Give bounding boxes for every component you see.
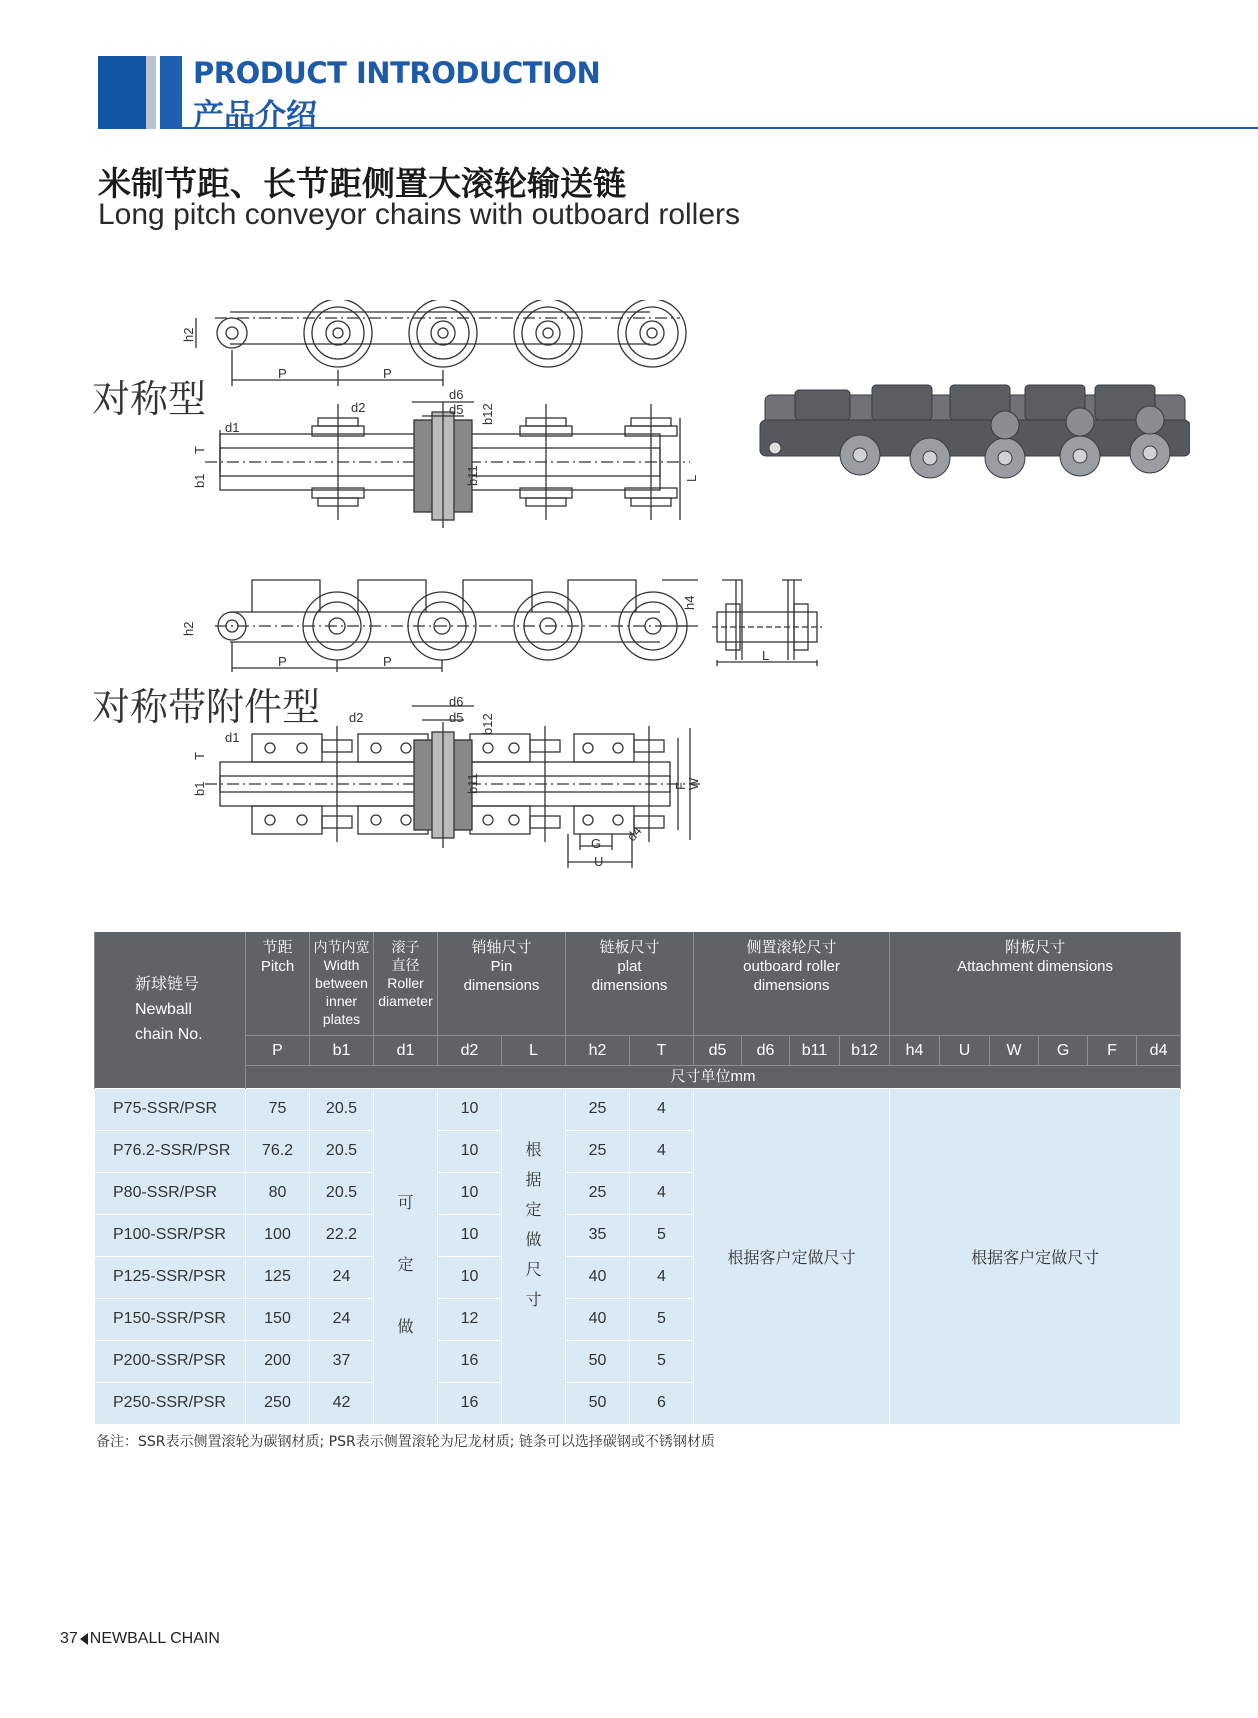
cell-d2: 10 <box>438 1214 502 1256</box>
header-title-cn: 产品介绍 <box>193 98 317 134</box>
cell-t: 4 <box>630 1172 694 1214</box>
type-label-symmetric-attachment: 对称带附件型 <box>92 685 321 729</box>
dim-h2: h2 <box>181 327 196 342</box>
cell-h2: 25 <box>566 1130 630 1172</box>
product-title-en: Long pitch conveyor chains with outboard rollers <box>98 198 741 231</box>
sym-b12: b12 <box>840 1035 890 1065</box>
dim-b11-2: b11 <box>465 773 480 794</box>
cell-p: 250 <box>246 1382 310 1424</box>
header-accent-bar <box>98 56 146 129</box>
cell-h2: 25 <box>566 1088 630 1130</box>
cell-t: 4 <box>630 1130 694 1172</box>
sym-b1: b1 <box>310 1035 374 1065</box>
dim-l: L <box>684 474 699 482</box>
unit-label: 尺寸单位mm <box>246 1065 1181 1088</box>
cell-t: 5 <box>630 1214 694 1256</box>
dim-p-3: P <box>278 654 287 669</box>
dim-b12: b12 <box>480 403 495 425</box>
dim-b1: b1 <box>192 473 207 488</box>
cell-b1: 20.5 <box>310 1088 374 1130</box>
cell-t: 5 <box>630 1340 694 1382</box>
cell-b1: 24 <box>310 1256 374 1298</box>
sym-p: P <box>246 1035 310 1065</box>
dim-d5-2: d5 <box>449 710 464 725</box>
header-attachment: 附板尺寸 Attachment dimensions <box>890 932 1181 1035</box>
cell-d2: 10 <box>438 1172 502 1214</box>
cell-t: 6 <box>630 1382 694 1424</box>
dim-l-2: L <box>762 648 770 663</box>
top-view-attachment <box>192 694 701 869</box>
dim-u: U <box>594 854 604 869</box>
cell-chain-no: P250-SSR/PSR <box>95 1382 246 1424</box>
dim-d4: d4 <box>623 823 645 844</box>
sym-d4: d4 <box>1137 1035 1181 1065</box>
sym-h2: h2 <box>566 1035 630 1065</box>
dim-f: F <box>673 782 688 790</box>
cell-chain-no: P200-SSR/PSR <box>95 1340 246 1382</box>
cell-d2: 10 <box>438 1256 502 1298</box>
dim-d2: d2 <box>351 400 366 415</box>
sym-w: W <box>990 1035 1039 1065</box>
header-title-en: PRODUCT INTRODUCTION <box>193 56 601 90</box>
cell-t: 4 <box>630 1088 694 1130</box>
dim-p: P <box>278 366 287 381</box>
cell-b1: 20.5 <box>310 1130 374 1172</box>
chain-technical-drawing <box>90 300 1190 880</box>
sym-t: T <box>630 1035 694 1065</box>
dim-d2-2: d2 <box>349 710 364 725</box>
cell-b1: 42 <box>310 1382 374 1424</box>
cell-d2: 16 <box>438 1382 502 1424</box>
cell-b1: 37 <box>310 1340 374 1382</box>
sym-d6: d6 <box>742 1035 790 1065</box>
triangle-left-icon <box>80 1633 88 1645</box>
cell-t: 4 <box>630 1256 694 1298</box>
sym-h4: h4 <box>890 1035 940 1065</box>
header-outboard: 侧置滚轮尺寸 outboard roller dimensions <box>694 932 890 1035</box>
dim-b11: b11 <box>465 465 480 486</box>
cell-p: 80 <box>246 1172 310 1214</box>
header-roller: 滚子 直径 Roller diameter <box>374 932 438 1035</box>
header-rule <box>182 127 1258 129</box>
table-row <box>95 1088 1181 1130</box>
product-title-cn: 米制节距、长节距侧置大滚轮输送链 <box>98 164 626 203</box>
footer-brand: NEWBALL CHAIN <box>89 1630 220 1647</box>
dim-h4: h4 <box>682 595 697 610</box>
cell-h2: 50 <box>566 1382 630 1424</box>
dim-h2-2: h2 <box>181 621 196 636</box>
dim-b12-2: b12 <box>480 713 495 735</box>
side-view-attachment <box>181 580 698 672</box>
cell-b1: 22.2 <box>310 1214 374 1256</box>
cell-chain-no: P100-SSR/PSR <box>95 1214 246 1256</box>
dim-p-4: P <box>383 654 392 669</box>
cell-chain-no: P80-SSR/PSR <box>95 1172 246 1214</box>
sym-f: F <box>1088 1035 1137 1065</box>
sym-l: L <box>502 1035 566 1065</box>
cell-d2: 16 <box>438 1340 502 1382</box>
sym-d5: d5 <box>694 1035 742 1065</box>
header-accent-stripe <box>146 56 156 129</box>
cell-d2: 10 <box>438 1088 502 1130</box>
cell-chain-no: P150-SSR/PSR <box>95 1298 246 1340</box>
header-accent-bar-2 <box>160 56 182 129</box>
cell-chain-no: P125-SSR/PSR <box>95 1256 246 1298</box>
cell-d1-custom: 可 定 做 <box>374 1088 438 1424</box>
table-note: 备注：SSR表示侧置滚轮为碳钢材质; PSR表示侧置滚轮为尼龙材质; 链条可以选择碳钢或不锈钢材质 <box>96 1434 715 1450</box>
header-chain-no: 新球链号 Newball chain No. <box>95 932 246 1088</box>
cell-p: 75 <box>246 1088 310 1130</box>
cell-h2: 40 <box>566 1256 630 1298</box>
cell-p: 150 <box>246 1298 310 1340</box>
spec-table <box>94 932 1181 1425</box>
page-number: 37 <box>60 1630 78 1647</box>
header-pitch: 节距 Pitch <box>246 932 310 1035</box>
sym-u: U <box>940 1035 990 1065</box>
cell-attachment-custom: 根据客户定做尺寸 <box>890 1088 1181 1424</box>
dim-d5: d5 <box>449 402 464 417</box>
cell-chain-no: P75-SSR/PSR <box>95 1088 246 1130</box>
dim-d6: d6 <box>449 387 464 402</box>
page-footer <box>60 1630 220 1648</box>
cell-d2: 10 <box>438 1130 502 1172</box>
side-view-symmetric <box>181 300 686 386</box>
cell-p: 125 <box>246 1256 310 1298</box>
sym-d2: d2 <box>438 1035 502 1065</box>
dim-w: W <box>686 777 701 790</box>
product-photo <box>760 385 1190 478</box>
type-label-symmetric: 对称型 <box>92 377 207 421</box>
top-view-symmetric <box>192 387 699 528</box>
cell-b1: 20.5 <box>310 1172 374 1214</box>
cell-l-custom: 根 据 定 做 尺 寸 <box>502 1088 566 1424</box>
cell-t: 5 <box>630 1298 694 1340</box>
cell-chain-no: P76.2-SSR/PSR <box>95 1130 246 1172</box>
cell-h2: 50 <box>566 1340 630 1382</box>
sym-b11: b11 <box>790 1035 840 1065</box>
dim-b1-2: b1 <box>192 781 207 796</box>
cell-h2: 25 <box>566 1172 630 1214</box>
cell-outboard-custom: 根据客户定做尺寸 <box>694 1088 890 1424</box>
header-width: 内节内宽 Width between inner plates <box>310 932 374 1035</box>
dim-g: G <box>591 836 602 851</box>
sym-d1: d1 <box>374 1035 438 1065</box>
dim-d1-2: d1 <box>225 730 240 745</box>
cell-p: 100 <box>246 1214 310 1256</box>
dim-p-2: P <box>383 366 392 381</box>
cell-h2: 35 <box>566 1214 630 1256</box>
cell-d2: 12 <box>438 1298 502 1340</box>
end-view-attachment <box>712 580 822 666</box>
cell-p: 200 <box>246 1340 310 1382</box>
cell-p: 76.2 <box>246 1130 310 1172</box>
dim-t: T <box>192 446 207 454</box>
dim-d1: d1 <box>225 420 240 435</box>
header-plat: 链板尺寸 plat dimensions <box>566 932 694 1035</box>
header-pin: 销轴尺寸 Pin dimensions <box>438 932 566 1035</box>
sym-g: G <box>1039 1035 1088 1065</box>
cell-h2: 40 <box>566 1298 630 1340</box>
cell-b1: 24 <box>310 1298 374 1340</box>
dim-d6-2: d6 <box>449 694 464 709</box>
dim-t-2: T <box>192 752 207 760</box>
